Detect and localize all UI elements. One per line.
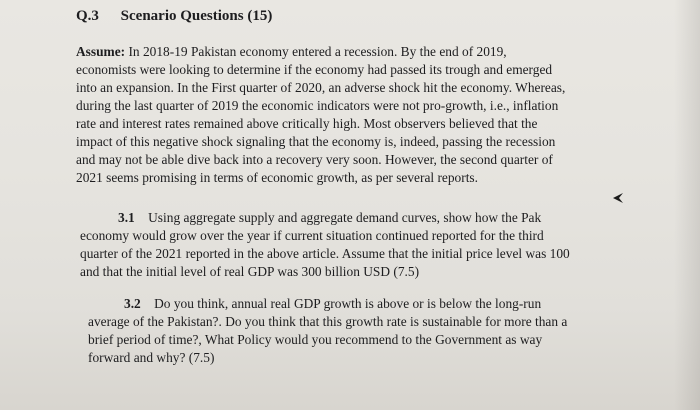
q31-line-4: and that the initial level of real GDP was 300 billion USD (7.5)	[80, 264, 420, 279]
q31-line-1: 3.1 Using aggregate supply and aggregate demand curves, show how the Pak	[118, 210, 542, 225]
assume-line-3: into an expansion. In the First quarter of 2020, an adverse shock hit the economy. Whereas,	[76, 80, 566, 95]
q32-line-4: forward and why? (7.5)	[88, 350, 215, 365]
assume-line-2: economists were looking to determine if the economy had passed its trough and emerged	[76, 62, 553, 77]
mouse-pointer-icon	[612, 192, 624, 204]
assume-line-5: rate and interest rates remained above critically high. Most observers believed that the	[76, 116, 538, 131]
page-shadow	[674, 0, 700, 410]
assume-label: Assume:	[76, 44, 126, 59]
assume-line-1: Assume: In 2018-19 Pakistan economy entered a recession. By the end of 2019,	[76, 44, 507, 59]
q32-number: 3.2	[124, 296, 141, 311]
assume-line-8: 2021 seems promising in terms of economic growth, as per several reports.	[76, 170, 478, 185]
question-heading	[76, 8, 272, 25]
q31-number: 3.1	[118, 210, 135, 225]
q32-line-2: average of the Pakistan?. Do you think that this growth rate is sustainable for more than a	[88, 314, 568, 329]
assume-line-4: during the last quarter of 2019 the economic indicators were not pro-growth, i.e., inflation	[76, 98, 559, 113]
q32-line-1: 3.2 Do you think, annual real GDP growth is above or is below the long-run	[124, 296, 542, 311]
assume-line-6: impact of this negative shock signaling that the economy is, indeed, passing the recession	[76, 134, 556, 149]
question-number: Q.3	[76, 8, 99, 24]
q31-line-2: economy would grow over the year if current situation continued reported for the third	[80, 228, 544, 243]
question-title: Scenario Questions (15)	[120, 8, 273, 24]
q31-line-3: quarter of the 2021 reported in the above article. Assume that the initial price level was 100	[80, 246, 570, 261]
q32-line-3: brief period of time?, What Policy would you recommend to the Government as way	[88, 332, 543, 347]
assume-line-7: and may not be able dive back into a recovery very soon. However, the second quarter of	[76, 152, 553, 167]
